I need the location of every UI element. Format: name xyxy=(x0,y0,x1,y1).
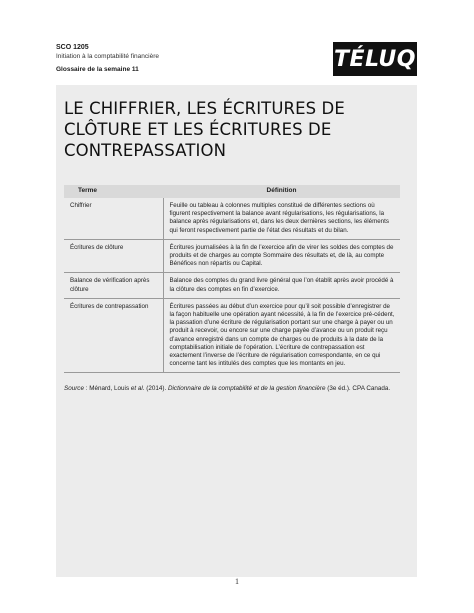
table-row xyxy=(64,239,400,273)
source-authors: : Ménard, Louis xyxy=(83,385,131,392)
term-cell: Écritures de contrepassation xyxy=(64,298,163,373)
definition-cell: Écritures journalisées à la fin de l’exercice afin de virer les soldes des comptes de produits et de charges au compte Sommaire des résultats et, de là, au compte Bénéfices non répartis ou Capital. xyxy=(163,239,400,273)
table-row xyxy=(64,273,400,298)
header-definition: Définition xyxy=(163,185,400,198)
source-label: Source xyxy=(64,385,84,392)
table-row xyxy=(64,198,400,239)
page-number: 1 xyxy=(235,577,239,586)
glossary-table xyxy=(64,185,400,373)
table-header-row xyxy=(64,185,400,198)
course-name: Initiation à la comptabilité financière xyxy=(56,53,159,60)
term-cell: Chiffrier xyxy=(64,198,163,239)
definition-cell: Écritures passées au début d’un exercice pour qu’il soit possible d’enregistrer de la façon habituelle une opération ayant nécessité, à la fin de l’exercice pré-cédent, la passation d’une écriture de régularisation portant sur une charge à payer ou un produit à recevoir, ou encore sur une charge payée d’avance ou un produit reçu d’avance enregistré dans un compte de charges ou de produits à la date de la comptabilisation initiale de l’opération. L’écriture de contrepassation est exactement l’inverse de l’écriture de régularisation correspondante, en ce qui concerne tant les intitulés des comptes que les montants en jeu. xyxy=(163,298,400,373)
header-term: Terme xyxy=(64,185,163,198)
document-header xyxy=(56,43,159,74)
definition-cell: Balance des comptes du grand livre général que l’on établit après avoir procédé à la clôture des comptes en fin d’exercice. xyxy=(163,273,400,298)
term-cell: Écritures de clôture xyxy=(64,239,163,273)
course-code: SCO 1205 xyxy=(56,44,89,51)
logo-text: TÉLUQ xyxy=(334,46,416,72)
table-row xyxy=(64,298,400,373)
page-title: LE CHIFFRIER, LES ÉCRITURES DE CLÔTURE ET LES ÉCRITURES DE CONTREPASSATION xyxy=(64,99,345,160)
term-cell: Balance de vérification après clôture xyxy=(64,273,163,298)
source-etal: et al. xyxy=(130,385,145,392)
source-citation xyxy=(64,385,400,394)
teluq-logo xyxy=(333,42,417,76)
definition-cell: Feuille ou tableau à colonnes multiples constitué de différentes sections où figurent respectivement la balance avant régularisations, les régularisations, la balance après régularisations et, dans les deux dernières sections, les éléments qui feront respectivement partie de l’état des résultats et du bilan. xyxy=(163,198,400,239)
glossary-week-label: Glossaire de la semaine 11 xyxy=(56,66,139,73)
source-edition: (3e éd.). CPA Canada. xyxy=(325,385,391,392)
source-book-title: Dictionnaire de la comptabilité et de la gestion financière xyxy=(167,385,326,392)
source-year: (2014). xyxy=(144,385,168,392)
